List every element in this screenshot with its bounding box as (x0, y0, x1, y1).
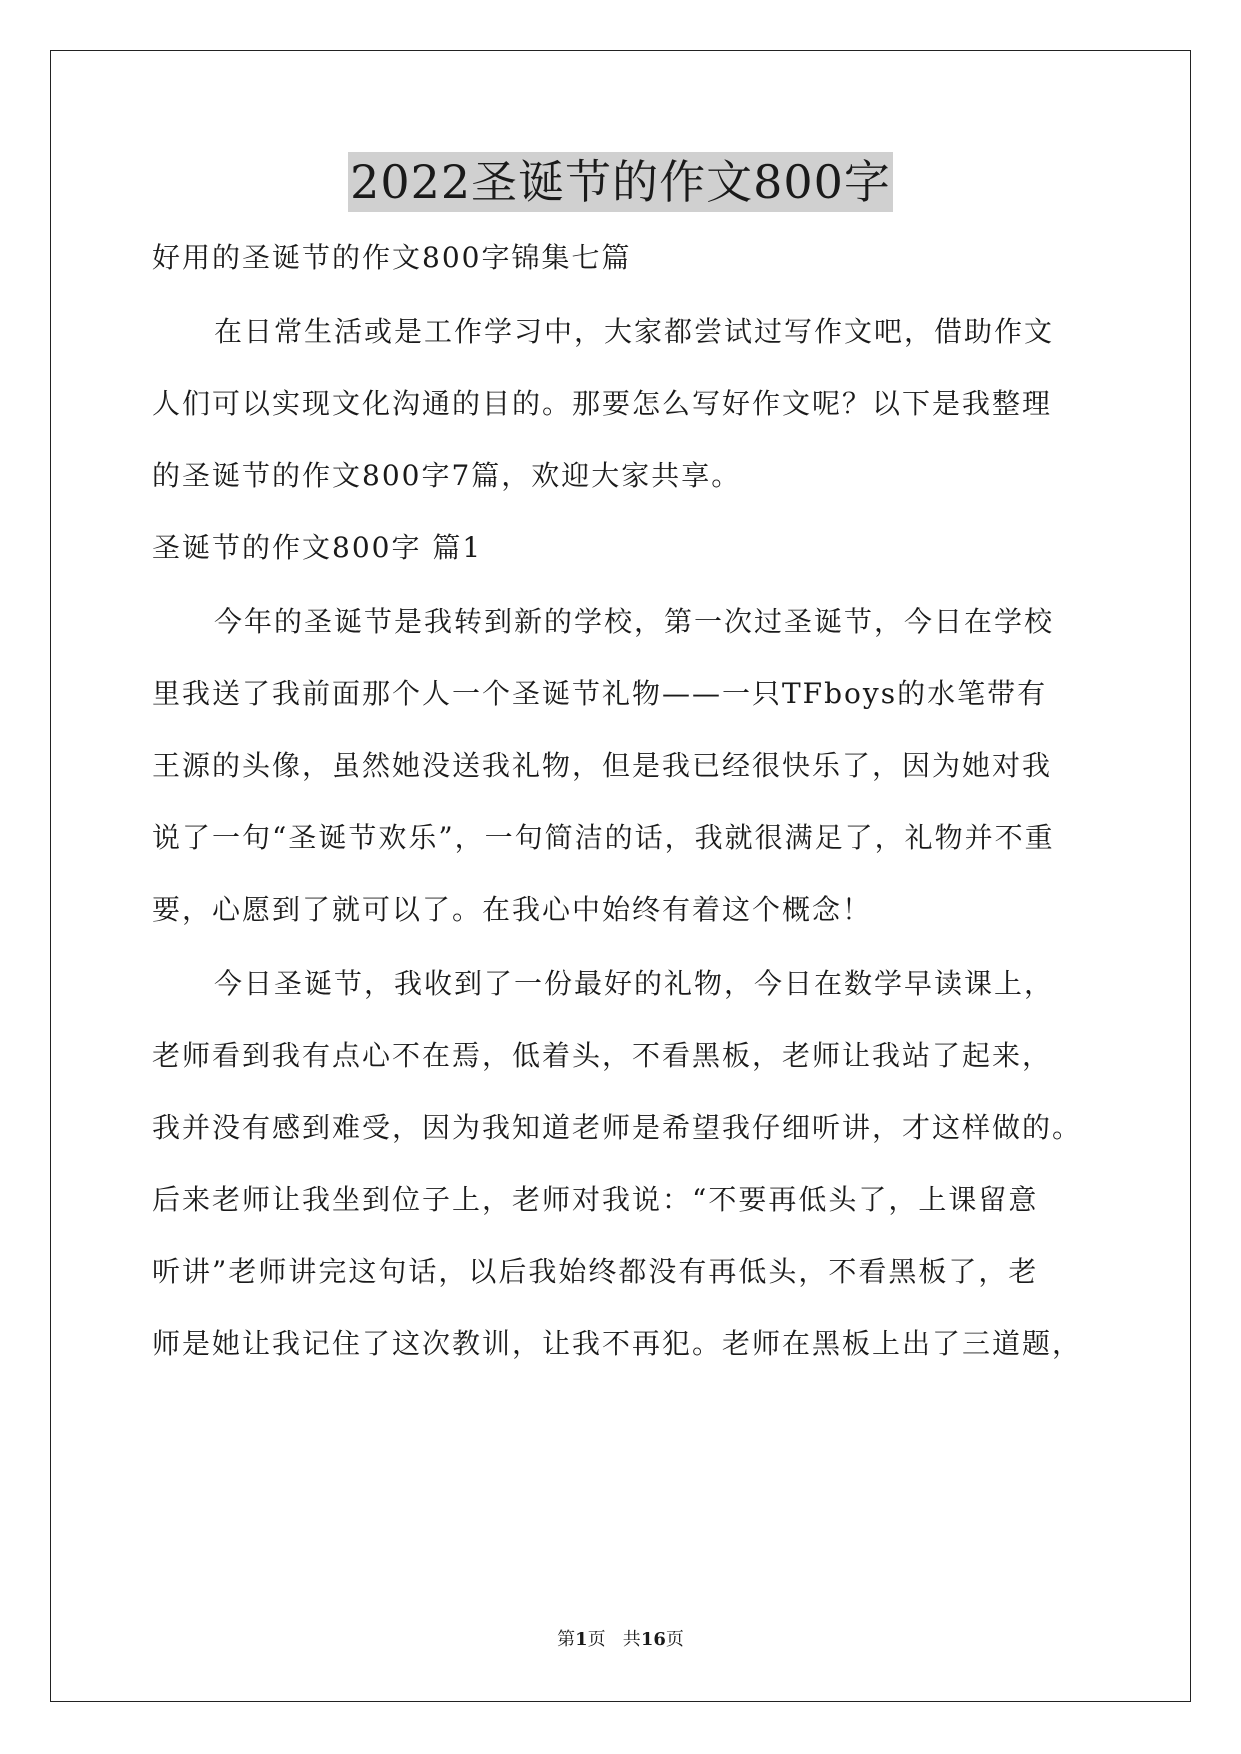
paragraph-line: 要，心愿到了就可以了。在我心中始终有着这个概念！ (152, 893, 873, 926)
paragraph-line: 的圣诞节的作文800字7篇，欢迎大家共享。 (152, 459, 742, 492)
footer-page-number: 1 (575, 1629, 588, 1650)
paragraph-line: 在日常生活或是工作学习中，大家都尝试过写作文吧，借助作文 (214, 315, 1055, 348)
paragraph-line: 今年的圣诞节是我转到新的学校，第一次过圣诞节，今日在学校 (214, 605, 1055, 638)
footer-page-mid: 页 共 (587, 1629, 641, 1650)
footer-page-total: 16 (640, 1629, 666, 1650)
section-heading: 圣诞节的作文800字 篇1 (152, 531, 483, 564)
page-border (50, 50, 1191, 1702)
paragraph-line: 说了一句“圣诞节欢乐”，一句简洁的话，我就很满足了，礼物并不重 (152, 821, 1055, 854)
paragraph-line: 人们可以实现文化沟通的目的。那要怎么写好作文呢？以下是我整理 (152, 387, 1053, 420)
paragraph-line: 听讲”老师讲完这句话，以后我始终都没有再低头，不看黑板了，老 (152, 1255, 1039, 1288)
footer-page-suffix: 页 (665, 1629, 684, 1650)
paragraph-line: 王源的头像，虽然她没送我礼物，但是我已经很快乐了，因为她对我 (152, 749, 1053, 782)
paragraph-line: 里我送了我前面那个人一个圣诞节礼物——一只TFboys的水笔带有 (152, 677, 1048, 710)
paragraph-line: 后来老师让我坐到位子上，老师对我说：“不要再低头了，上课留意 (152, 1183, 1039, 1216)
document-title: 2022圣诞节的作文800字 (348, 152, 893, 212)
footer-page-prefix: 第 (557, 1629, 576, 1650)
paragraph-line: 老师看到我有点心不在焉，低着头，不看黑板，老师让我站了起来， (152, 1039, 1053, 1072)
document-subtitle: 好用的圣诞节的作文800字锦集七篇 (152, 241, 632, 274)
page-footer (0, 1628, 1241, 1652)
paragraph-line: 今日圣诞节，我收到了一份最好的礼物，今日在数学早读课上， (214, 967, 1055, 1000)
paragraph-line: 师是她让我记住了这次教训，让我不再犯。老师在黑板上出了三道题， (152, 1327, 1083, 1360)
title-container (0, 152, 1241, 212)
paragraph-line: 我并没有感到难受，因为我知道老师是希望我仔细听讲，才这样做的。 (152, 1111, 1083, 1144)
